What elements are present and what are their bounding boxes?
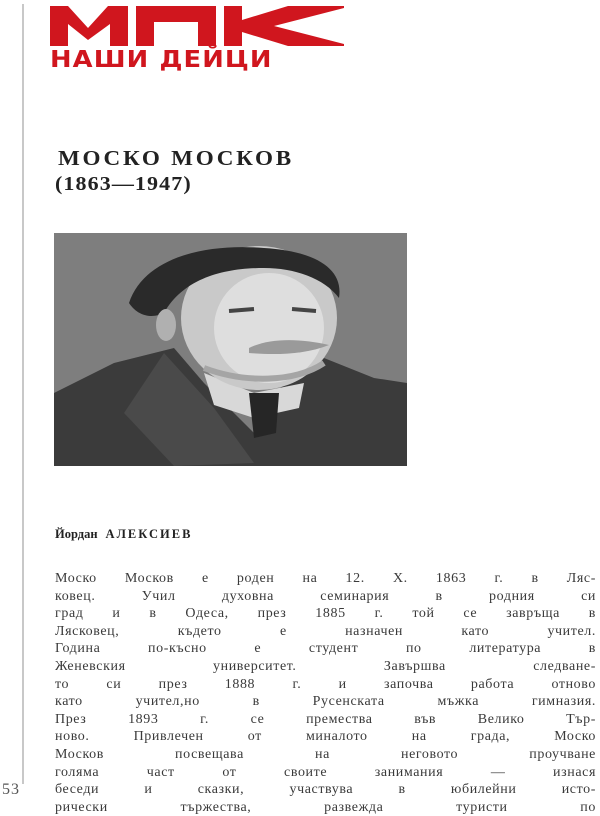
body-line: Моско Москов е роден на 12. X. 1863 г. в Ляс- — [55, 571, 596, 586]
body-line: Женевския университет. Завършва следване- — [55, 658, 596, 674]
section-title: НАШИ ДЕЙЦИ — [50, 47, 273, 73]
life-years: (1863—1947) — [55, 173, 192, 195]
body-line: то си през 1888 г. и започва работа отново — [55, 676, 596, 692]
margin-rule — [22, 4, 24, 784]
body-line: голяма част от своите занимания — изнася — [55, 764, 596, 780]
article-body — [55, 570, 596, 816]
body-line: Москов посвещава на неговото проучване — [55, 746, 596, 762]
body-line: беседи и сказки, участвува в юбилейни исто- — [55, 782, 596, 798]
author-surname: АЛЕКСИЕВ — [105, 527, 193, 541]
body-line: град и в Одеса, през 1885 г. той се завръща в — [55, 606, 596, 622]
body-line: рически тържества, развежда туристи по — [55, 799, 596, 815]
body-line: През 1893 г. се премества във Велико Тър- — [55, 711, 596, 727]
article-title: МОСКО МОСКОВ — [58, 146, 294, 170]
portrait-photo — [54, 233, 407, 466]
portrait-image-icon — [54, 233, 407, 466]
page-number: 53 — [2, 781, 20, 798]
body-line: ковец. Учил духовна семинария в родния си — [55, 588, 596, 604]
body-line: Година по-късно е студент по литература в — [55, 641, 596, 657]
body-line: като учител,но в Русенската мъжка гимназия. — [55, 694, 596, 710]
author-byline — [55, 527, 192, 542]
author-first-name: Йордан — [55, 527, 98, 541]
body-line: ново. Привлечен от миналото на града, Моско — [55, 729, 596, 745]
body-line: Лясковец, където е назначен като учител. — [55, 623, 596, 639]
mpk-logo-icon — [48, 4, 348, 50]
